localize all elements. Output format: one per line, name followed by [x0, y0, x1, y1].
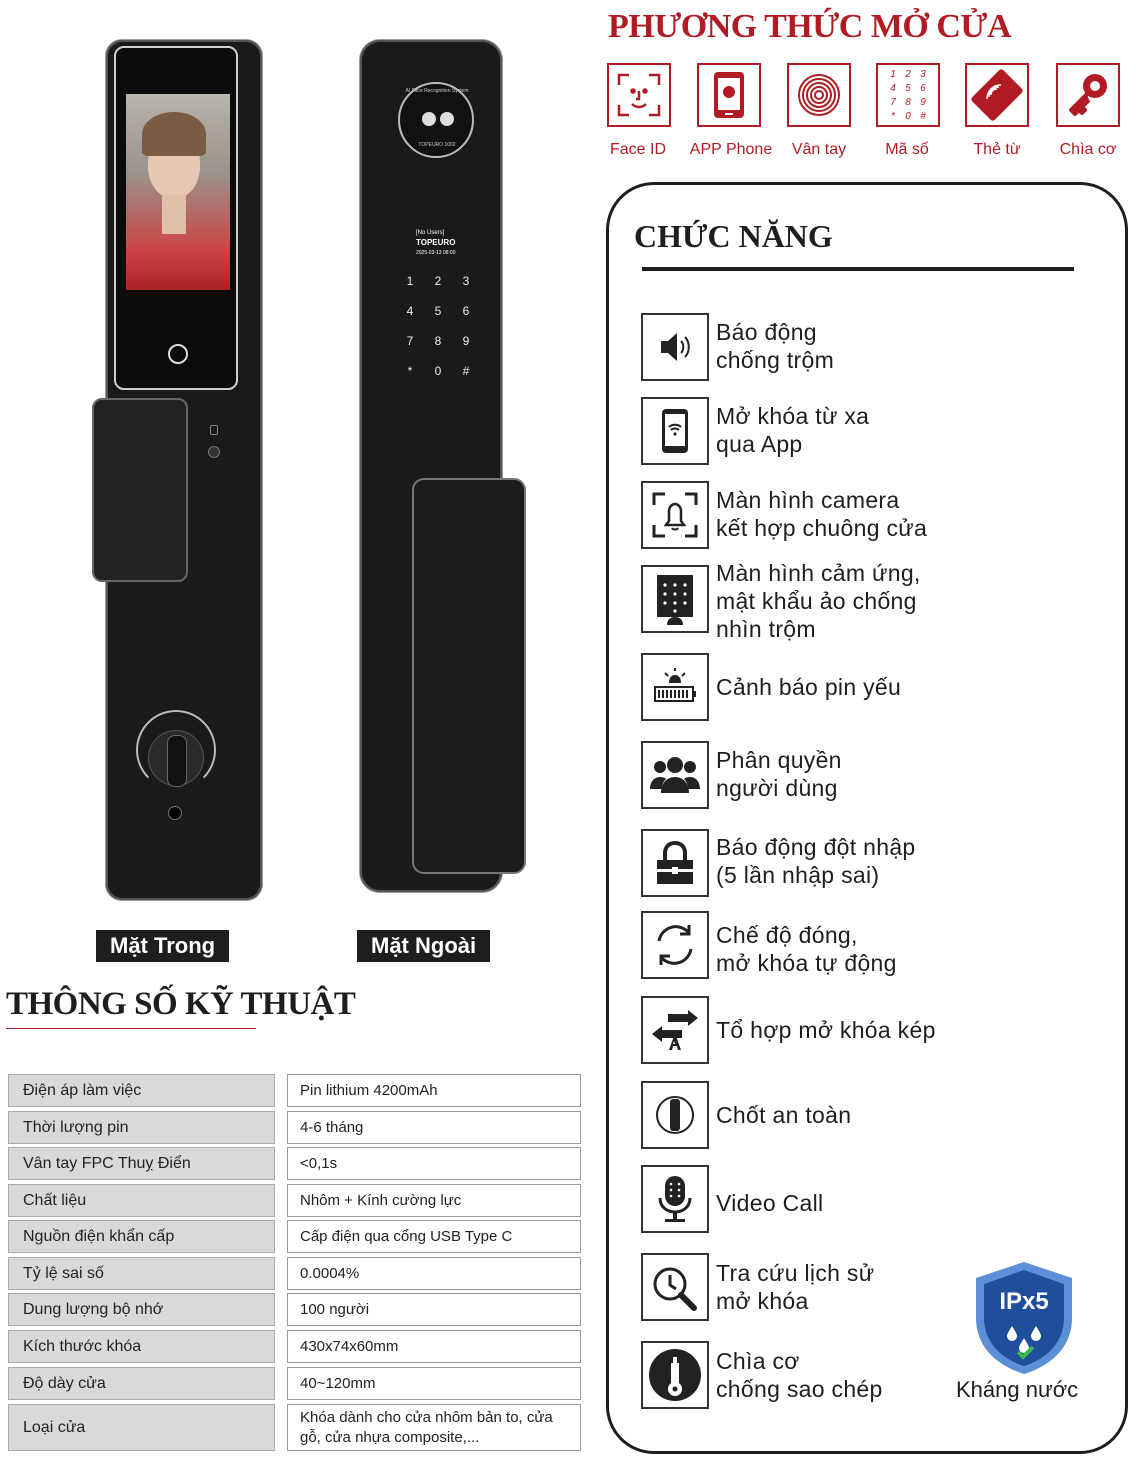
microphone-icon: [655, 1174, 695, 1224]
keyhole: [168, 806, 182, 820]
method-label: Mã số: [885, 141, 929, 158]
keypad-digit: #: [920, 110, 926, 122]
feature-line: Phân quyền: [716, 747, 842, 773]
keypad-digit: *: [891, 110, 895, 122]
touch-keypad-icon: [653, 573, 697, 625]
method-label: Chìa cơ: [1059, 141, 1117, 158]
feature-line: chống sao chép: [716, 1376, 883, 1402]
method-key: [1056, 63, 1120, 127]
feature-text: [716, 921, 897, 977]
keypad-digit: 4: [890, 82, 896, 94]
spec-value: <0,1s: [287, 1147, 581, 1180]
method-card: [965, 63, 1029, 127]
feature-icon-box: [641, 1081, 709, 1149]
spec-value: Pin lithium 4200mAh: [287, 1074, 581, 1107]
card-icon: [969, 67, 1025, 123]
feature-text: [716, 1101, 851, 1129]
outer-key: 9: [462, 334, 470, 348]
feature-text: [716, 559, 921, 643]
face-id-icon: [617, 73, 661, 117]
feature-line: (5 lần nhập sai): [716, 862, 880, 888]
screen-date-text: 2025-03-13 08:00: [416, 250, 456, 256]
feature-line: Báo động đột nhập: [716, 834, 916, 860]
feature-line: Mở khóa từ xa: [716, 403, 870, 429]
keypad-digit: 8: [905, 96, 911, 108]
feature-line: người dùng: [716, 775, 838, 801]
spec-label: Thời lượng pin: [8, 1111, 275, 1144]
method-fingerprint: [787, 63, 851, 127]
status-screen: [416, 228, 466, 266]
phone-wifi-icon: [660, 407, 690, 455]
outer-handle: [412, 478, 526, 874]
feature-text: [716, 1347, 883, 1403]
feature-line: Chế độ đóng,: [716, 922, 858, 948]
spec-value: Cấp điện qua cổng USB Type C: [287, 1220, 581, 1253]
feature-icon-box: [641, 741, 709, 809]
feature-icon-box: [641, 481, 709, 549]
feature-text: [716, 486, 927, 542]
feature-icon-box: [641, 653, 709, 721]
method-label: Face ID: [609, 141, 666, 158]
specs-title: THÔNG SỐ KỸ THUẬT: [6, 986, 356, 1022]
outer-key: 7: [406, 334, 414, 348]
method-label: APP Phone: [689, 141, 773, 158]
spec-value: 100 người: [287, 1293, 581, 1326]
keypad-digit: 1: [890, 68, 896, 80]
lock-small-icon: [210, 425, 218, 435]
keypad-digit: 7: [890, 96, 896, 108]
ring-text-bottom: TOPEURO 1002: [418, 142, 456, 148]
auto-lock-icon: [651, 921, 699, 969]
outer-keypad: [396, 274, 480, 378]
history-search-icon: [650, 1262, 700, 1312]
spec-value: 4-6 tháng: [287, 1111, 581, 1144]
feature-icon-box: [641, 996, 709, 1064]
feature-icon-box: [641, 313, 709, 381]
outer-key: 5: [434, 304, 442, 318]
face-photo: [126, 94, 230, 290]
feature-text: [716, 1259, 874, 1315]
outer-key: 4: [406, 304, 414, 318]
method-label: Vân tay: [791, 141, 847, 158]
fingerprint-sensor-icon: [168, 344, 188, 364]
feature-text: [716, 318, 834, 374]
feature-icon-box: [641, 397, 709, 465]
keypad-digit: 9: [920, 96, 926, 108]
keypad-digit: 6: [920, 82, 926, 94]
spec-label: Kích thước khóa: [8, 1330, 275, 1363]
feature-line: chống trộm: [716, 347, 835, 373]
feature-line: mở khóa: [716, 1288, 809, 1314]
feature-line: Tra cứu lịch sử: [716, 1260, 875, 1286]
specs-title-underline: [6, 1028, 256, 1029]
camera-ring: [398, 82, 474, 158]
fingerprint-icon: [796, 72, 842, 118]
feature-icon-box: [641, 1341, 709, 1409]
spec-value: 40~120mm: [287, 1367, 581, 1400]
spec-label: Vân tay FPC Thuỵ Điển: [8, 1147, 275, 1180]
spec-value: Khóa dành cho cửa nhôm bản to, cửa gỗ, cửa nhựa composite,...: [287, 1404, 581, 1451]
feature-line: Tổ hợp mở khóa kép: [716, 1017, 936, 1043]
feature-line: Màn hình cảm ứng,: [716, 560, 921, 586]
shield-icon: [972, 1260, 1076, 1376]
feature-icon-box: [641, 829, 709, 897]
feature-line: Màn hình camera: [716, 487, 900, 513]
feature-line: mật khẩu ảo chống: [716, 588, 917, 614]
dual-unlock-icon: [650, 1008, 700, 1052]
feature-text: [716, 673, 901, 701]
screen-top-text: [No Users]: [416, 230, 445, 236]
screen-brand-text: TOPEURO: [416, 238, 456, 247]
outer-caption: Mặt Ngoài: [357, 930, 490, 962]
users-icon: [648, 753, 702, 797]
outer-key: 8: [434, 334, 442, 348]
inner-screen: [114, 46, 238, 390]
feature-icon-box: [641, 1165, 709, 1233]
ring-text-top: AI Face Recognition System: [405, 88, 469, 94]
phone-app-icon: [711, 70, 747, 120]
inner-caption: Mặt Trong: [96, 930, 229, 962]
methods-title: PHƯƠNG THỨC MỞ CỬA: [608, 8, 1012, 45]
feature-text: [716, 402, 869, 458]
feature-line: Cảnh báo pin yếu: [716, 674, 902, 700]
method-app-phone: [697, 63, 761, 127]
feature-line: Báo động: [716, 319, 817, 345]
features-title-underline: [642, 267, 1074, 271]
inner-handle: [92, 398, 188, 582]
mechanical-key-icon: [647, 1347, 703, 1403]
feature-line: Video Call: [716, 1190, 824, 1216]
lock-inner-side: [106, 40, 262, 900]
feature-text: [716, 746, 842, 802]
feature-text: [716, 1016, 936, 1044]
keypad-digit: 5: [905, 82, 911, 94]
keypad-digit: 3: [920, 68, 926, 80]
outer-key: 0: [434, 364, 442, 378]
spec-label: Loại cửa: [8, 1404, 275, 1451]
feature-text: [716, 1189, 823, 1217]
spec-label: Nguồn điện khẩn cấp: [8, 1220, 275, 1253]
method-label: Thẻ từ: [973, 141, 1021, 158]
feature-line: kết hợp chuông cửa: [716, 515, 928, 541]
spec-label: Chất liệu: [8, 1184, 275, 1217]
spec-label: Tỷ lệ sai số: [8, 1257, 275, 1290]
keypad-digit: 0: [905, 110, 911, 122]
spec-label: Điện áp làm việc: [8, 1074, 275, 1107]
feature-line: Chìa cơ: [716, 1348, 800, 1374]
battery-icon: [651, 665, 699, 709]
ip-caption: Kháng nước: [956, 1377, 1079, 1402]
feature-line: Chốt an toàn: [716, 1102, 852, 1128]
outer-key: #: [462, 364, 470, 378]
outer-key: 2: [434, 274, 442, 288]
thumbturn-knob: [148, 730, 204, 786]
ip-badge-label: IPx5: [999, 1288, 1049, 1315]
ipx5-badge: [972, 1260, 1076, 1376]
feature-icon-box: [641, 911, 709, 979]
outer-key: 1: [406, 274, 414, 288]
feature-line: nhìn trộm: [716, 616, 816, 642]
keypad-icon: [886, 69, 931, 122]
padlock-icon: [652, 840, 698, 886]
speaker-icon: [655, 327, 695, 367]
inner-button: [208, 446, 220, 458]
feature-text: [716, 833, 916, 889]
spec-label: Độ dày cửa: [8, 1367, 275, 1400]
keypad-digit: 2: [905, 68, 911, 80]
feature-line: qua App: [716, 431, 803, 457]
outer-key: 6: [462, 304, 470, 318]
feature-icon-box: [641, 1253, 709, 1321]
outer-key: *: [407, 364, 413, 378]
feature-line: mở khóa tự động: [716, 950, 897, 976]
outer-key: 3: [462, 274, 470, 288]
method-face-id: [607, 63, 671, 127]
spec-label: Dung lượng bộ nhớ: [8, 1293, 275, 1326]
method-passcode: [876, 63, 940, 127]
features-title: CHỨC NĂNG: [634, 218, 833, 254]
lock-outer-side: [360, 40, 502, 892]
spec-value: 0.0004%: [287, 1257, 581, 1290]
key-icon: [1063, 70, 1113, 120]
spec-value: Nhôm + Kính cường lực: [287, 1184, 581, 1217]
feature-icon-box: [641, 565, 709, 633]
spec-value: 430x74x60mm: [287, 1330, 581, 1363]
bell-camera-icon: [651, 491, 699, 539]
safety-latch-icon: [653, 1093, 697, 1137]
